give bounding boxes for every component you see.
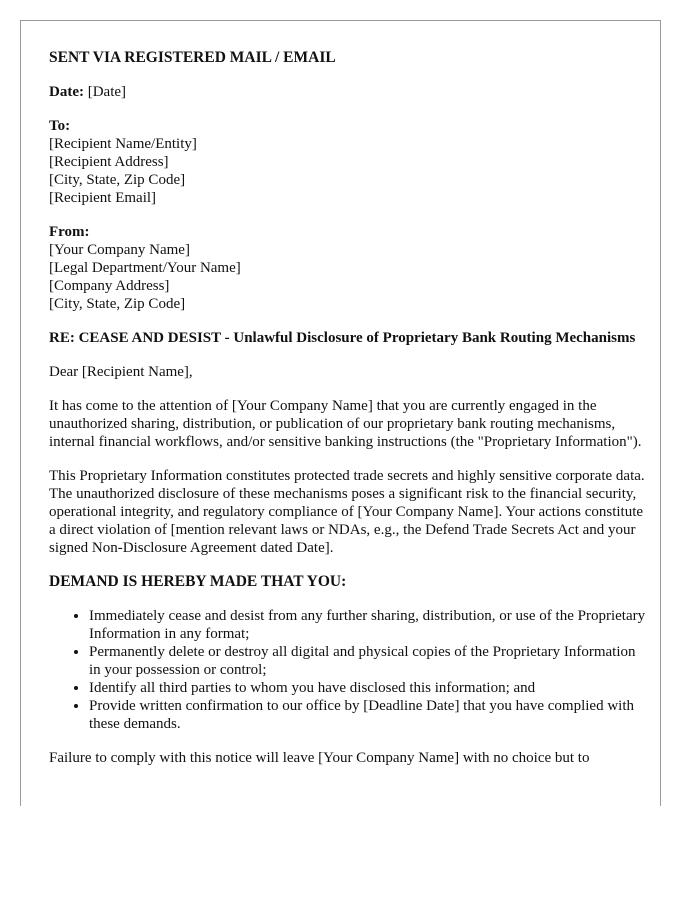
to-line: [Recipient Name/Entity] (49, 136, 197, 152)
to-line: [Recipient Email] (49, 190, 157, 206)
sent-via-line: SENT VIA REGISTERED MAIL / EMAIL (49, 49, 336, 66)
date-line (49, 83, 649, 101)
from-line: [Your Company Name] (49, 242, 190, 258)
demand-item: • Provide written confirmation to our office by [Deadline Date] that you have complied with these demands. (89, 697, 649, 733)
subject-line: RE: CEASE AND DESIST - Unlawful Disclosure of Proprietary Bank Routing Mechanisms (49, 330, 636, 346)
body-paragraph-2: This Proprietary Information constitutes protected trade secrets and highly sensitive corporate data. The unauthorized disclosure of these mechanisms poses a significant risk to the financial security, operational integrity, and regulatory compliance of [Your Company Name]. Your actions constitute a direct violation of [mention relevant laws or NDAs, e.g., the Defend Trade Secrets Act and your signed Non-Disclosure Agreement dated Date]. (49, 468, 645, 556)
demand-item: • Permanently delete or destroy all digital and physical copies of the Proprietary Information in your possession or control; (89, 643, 649, 679)
body-paragraph-1: It has come to the attention of [Your Company Name] that you are currently engaged in the unauthorized sharing, distribution, or publication of our proprietary bank routing mechanisms, internal financial workflows, and/or sensitive banking instructions (the "Proprietary Information"). (49, 398, 642, 450)
to-block (49, 117, 649, 207)
closing-paragraph: Failure to comply with this notice will leave [Your Company Name] with no choice but to (49, 750, 590, 766)
from-line: [Legal Department/Your Name] (49, 260, 241, 276)
salutation: Dear [Recipient Name], (49, 364, 193, 380)
date-label: Date: (49, 84, 84, 100)
from-line: [Company Address] (49, 278, 170, 294)
to-line: [Recipient Address] (49, 154, 169, 170)
letter-content (49, 49, 649, 767)
from-label: From: (49, 224, 90, 240)
to-line: [City, State, Zip Code] (49, 172, 186, 188)
demand-item: • Identify all third parties to whom you have disclosed this information; and (89, 679, 649, 697)
demands-list (49, 607, 649, 733)
to-label: To: (49, 118, 71, 134)
date-value: [Date] (87, 84, 127, 100)
letter-page (20, 20, 661, 806)
demand-item: • Immediately cease and desist from any further sharing, distribution, or use of the Proprietary Information in any format; (89, 607, 649, 643)
from-line: [City, State, Zip Code] (49, 296, 186, 312)
from-block (49, 223, 649, 313)
demand-heading: DEMAND IS HEREBY MADE THAT YOU: (49, 573, 347, 590)
